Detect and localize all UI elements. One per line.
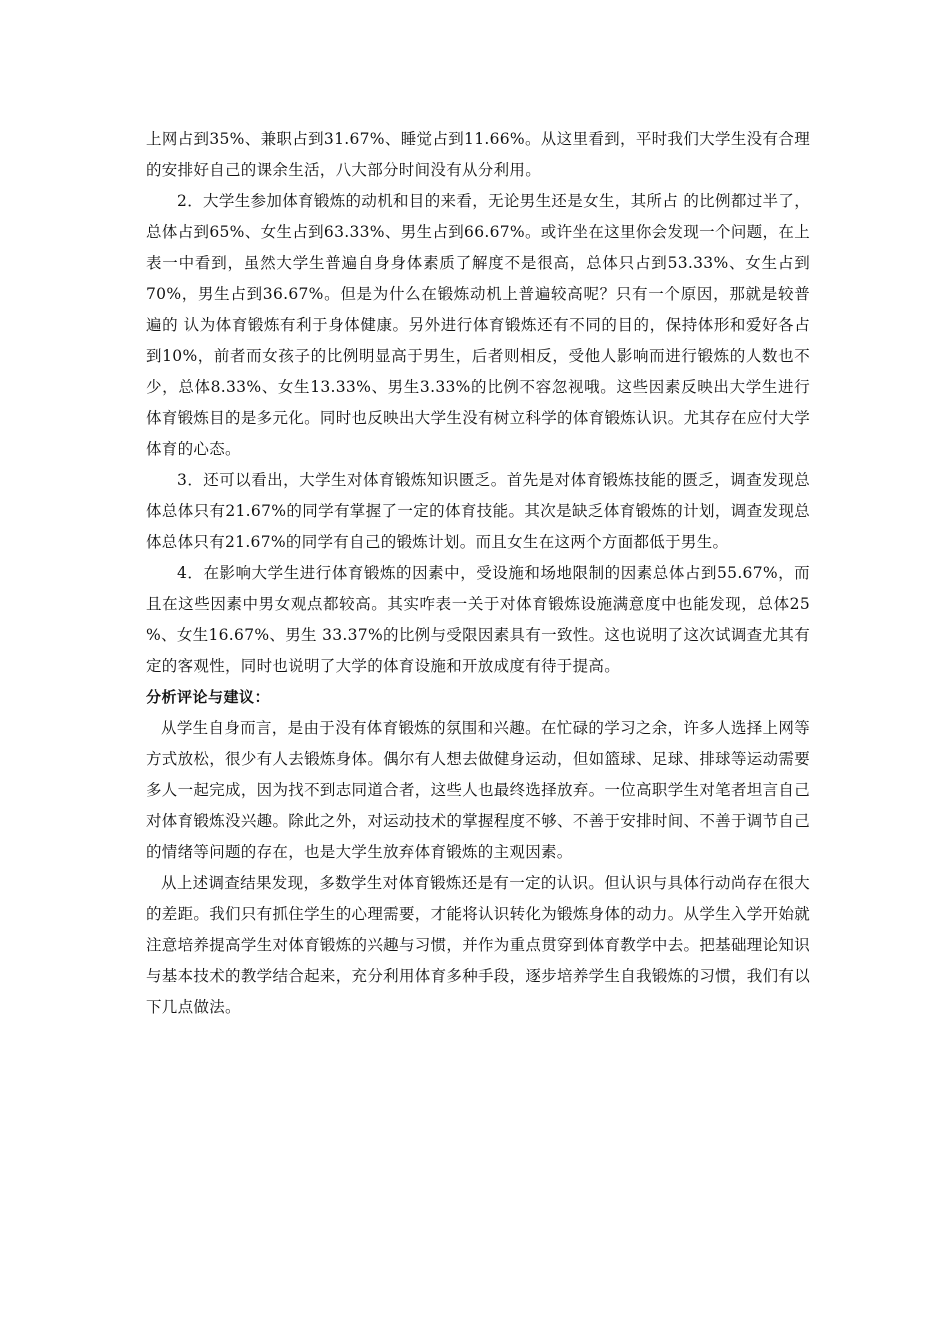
paragraph-exercise-knowledge: 3．还可以看出，大学生对体育锻炼知识匮乏。首先是对体育锻炼技能的匮乏，调查发现总体总体只有21.67%的同学有掌握了一定的体育技能。其次是缺乏体育锻炼的计划，调查发现总体总体只有21.67%的同学有自己的锻炼计划。而且女生在这两个方面都低于男生。 <box>146 471 810 551</box>
paragraph-facility-factors: 4．在影响大学生进行体育锻炼的因素中，受设施和场地限制的因素总体占到55.67%，而且在这些因素中男女观点都较高。其实咋表一关于对体育锻炼设施满意度中也能发现，总体25 %、女生16.67%、男生 33.37%的比例与受限因素具有一致性。这也说明了这次试调查尤其有定的客观性，同时也说明了大学的体育设施和开放成度有待于提高。 <box>146 564 810 675</box>
document-page <box>146 124 810 1023</box>
paragraph-exercise-motivation: 2．大学生参加体育锻炼的动机和目的来看，无论男生还是女生，其所占 的比例都过半了，总体占到65%、女生占到63.33%、男生占到66.67%。或许坐在这里你会发现一个问题，在上表一中看到，虽然大学生普遍自身身体素质了解度不是很高，总体只占到53.33%、女生占到70%，男生占到36.67%。但是为什么在锻炼动机上普遍较高呢？只有一个原因，那就是较普遍的 认为体育锻炼有利于身体健康。另外进行体育锻炼还有不同的目的，保持体形和爱好各占到10%，前者而女孩子的比例明显高于男生，后者则相反，受他人影响而进行锻炼的人数也不少，总体8.33%、女生13.33%、男生3.33%的比例不容忽视哦。这些因素反映出大学生进行体育锻炼目的是多元化。同时也反映出大学生没有树立科学的体育锻炼认识。尤其存在应付大学体育的心态。 <box>146 192 810 458</box>
paragraph-student-factors: 从学生自身而言，是由于没有体育锻炼的氛围和兴趣。在忙碌的学习之余，许多人选择上网等方式放松，很少有人去锻炼身体。偶尔有人想去做健身运动，但如篮球、足球、排球等运动需要多人一起完成，因为找不到志同道合者，这些人也最终选择放弃。一位高职学生对笔者坦言自己对体育锻炼没兴趣。除此之外，对运动技术的掌握程度不够、不善于安排时间、不善于调节自己的情绪等问题的存在，也是大学生放弃体育锻炼的主观因素。 <box>146 719 810 861</box>
paragraph-leisure-time: 上网占到35%、兼职占到31.67%、睡觉占到11.66%。从这里看到，平时我们大学生没有合理的安排好自己的课余生活，八大部分时间没有从分利用。 <box>146 130 810 179</box>
paragraph-survey-conclusion: 从上述调查结果发现，多数学生对体育锻炼还是有一定的认识。但认识与具体行动尚存在很大的差距。我们只有抓住学生的心理需要，才能将认识转化为锻炼身体的动力。从学生入学开始就注意培养提高学生对体育锻炼的兴趣与习惯，并作为重点贯穿到体育教学中去。把基础理论知识与基本技术的教学结合起来，充分利用体育多种手段，逐步培养学生自我锻炼的习惯，我们有以下几点做法。 <box>146 874 810 1016</box>
section-heading-analysis: 分析评论与建议： <box>146 688 271 706</box>
